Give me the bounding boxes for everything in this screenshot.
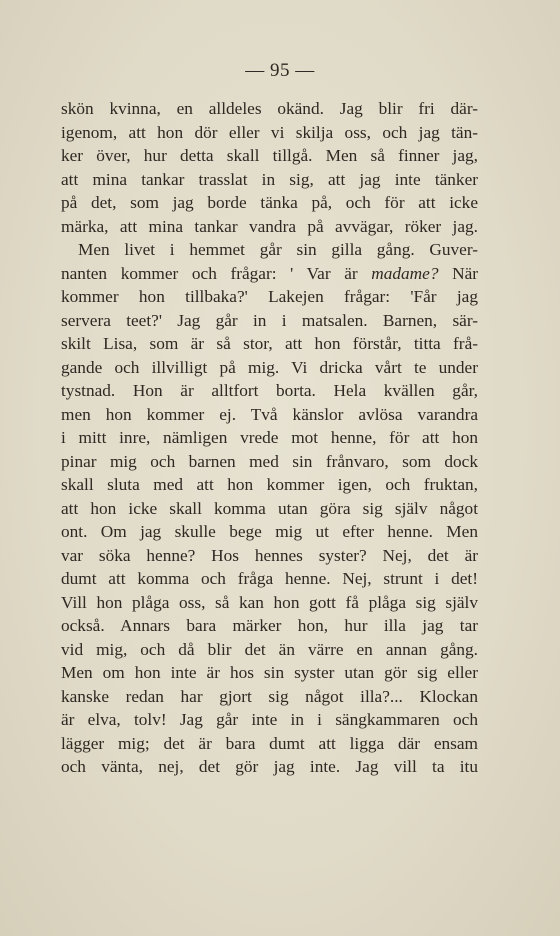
text-line: skilt Lisa, som är så stor, att hon förstår, titta frå- [61, 334, 478, 353]
page-number: — 95 — [245, 60, 315, 81]
text-line: Men livet i hemmet går sin gilla gång. Guver- [78, 240, 478, 259]
text-line: skön kvinna, en alldeles okänd. Jag blir fri där- [61, 99, 478, 118]
text-line: ont. Om jag skulle bege mig ut efter henne. Men [61, 522, 478, 541]
body-text [61, 97, 478, 779]
text-line: gande och illvilligt på mig. Vi dricka vårt te under [61, 357, 478, 377]
text-line: var söka henne? Hos hennes syster? Nej, det är [61, 545, 478, 565]
text-line: ker över, hur detta skall tillgå. Men så finner jag, [61, 146, 478, 165]
text-line: i mitt inre, nämligen vrede mot henne, för att hon [61, 428, 478, 447]
text-line: dumt att komma och fråga henne. Nej, strunt i det! [61, 569, 478, 588]
text-line: servera teet?' Jag går in i matsalen. Barnen, sär- [61, 310, 478, 330]
text-line: pinar mig och barnen med sin frånvaro, som dock [61, 451, 478, 471]
text-line: att mina tankar trasslat in sig, att jag inte tänker [61, 169, 478, 189]
text-line: nanten kommer och frågar: ' Var är madame? När [61, 263, 479, 283]
text-line: igenom, att hon dör eller vi skilja oss, och jag tän- [61, 122, 478, 142]
text-line: lägger mig; det är bara dumt att ligga där ensam [61, 733, 478, 753]
text-line: märka, att mina tankar vandra på avvägar, röker jag. [61, 216, 478, 236]
text-line: också. Annars bara märker hon, hur illa jag tar [61, 616, 478, 635]
text-line: skall sluta med att hon kommer igen, och fruktan, [61, 475, 478, 494]
text-line: Men om hon inte är hos sin syster utan gör sig eller [61, 663, 478, 682]
text-line: är elva, tolv! Jag går inte in i sängkammaren och [61, 710, 478, 729]
text-line: men hon kommer ej. Två känslor avlösa varandra [61, 404, 478, 424]
text-line: kommer hon tillbaka?' Lakejen frågar: 'Får jag [61, 287, 478, 306]
text-line: tystnad. Hon är alltfort borta. Hela kvällen går, [61, 381, 478, 400]
text-line: och vänta, nej, det gör jag inte. Jag vill ta itu [61, 757, 478, 776]
text-line: att hon icke skall komma utan göra sig själv något [61, 498, 478, 518]
text-line: kanske redan har gjort sig något illa?... Klockan [61, 686, 478, 706]
text-line: vid mig, och då blir det än värre en annan gång. [61, 639, 478, 659]
text-line: på det, som jag borde tänka på, och för att icke [61, 193, 478, 212]
text-line: Vill hon plåga oss, så kan hon gott få plåga sig själv [61, 592, 478, 612]
